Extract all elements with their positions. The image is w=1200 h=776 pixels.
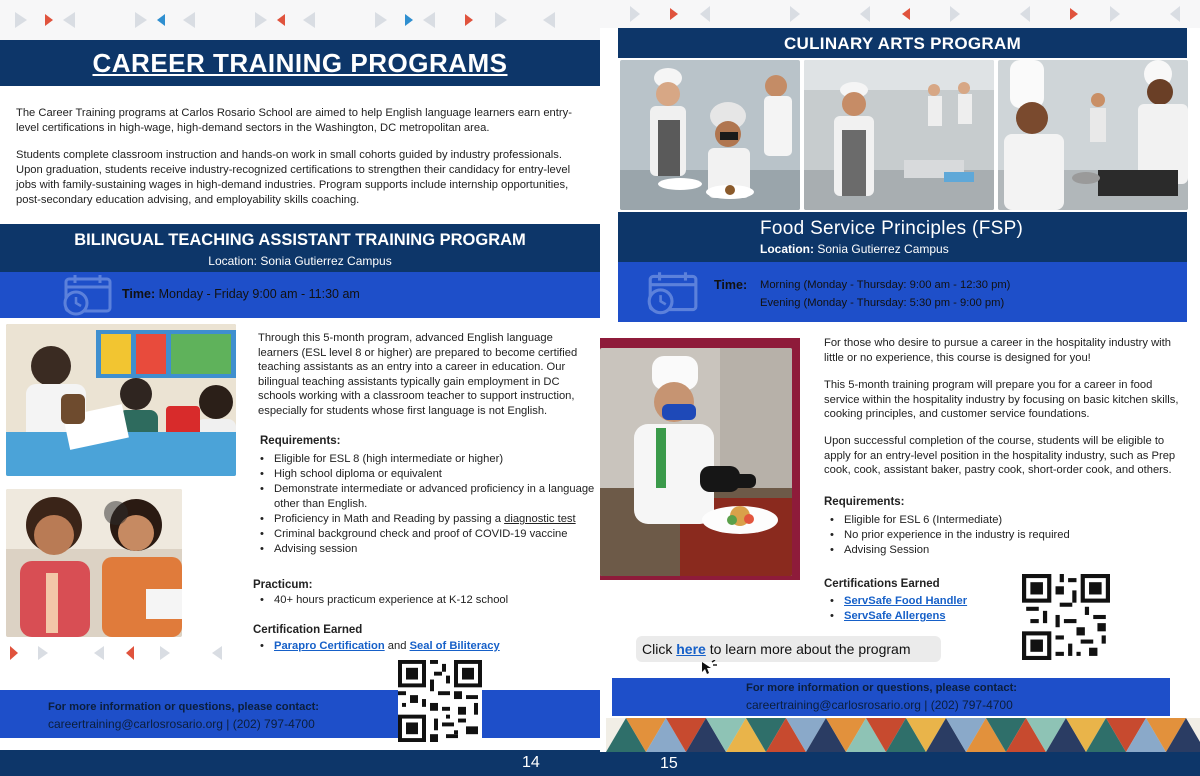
page-title-bar [618,28,1187,58]
contact-heading: For more information or questions, please contact: [48,701,320,713]
program-location: Location: Sonia Gutierrez Campus [208,254,392,268]
contact-value: careertraining@carlosrosario.org | (202) 797-4700 [48,717,315,731]
page-footer [0,750,600,776]
page-number: 14 [522,754,540,771]
learn-more-pill [636,636,941,662]
qr-code[interactable] [1022,574,1110,660]
program-title: Food Service Principles (FSP) [760,218,1024,239]
kitchen-photo-1 [620,60,800,210]
certification-list [254,639,599,654]
list-item: • Advising session [254,542,599,557]
classroom-photo-1 [6,324,236,476]
kitchen-photo-3 [998,60,1188,210]
program-header [618,212,1187,262]
time-evening: Evening (Monday - Thursday: 5:30 pm - 9:00 pm) [760,297,1005,309]
intro-paragraph-1: The Career Training programs at Carlos Rosario School are aimed to help English language learners earn entry-level certifications in high-wage, high-demand sectors in the Washington, DC metropolitan area. [16,107,572,135]
list-item [824,594,1024,609]
list-item: • Demonstrate intermediate or advanced proficiency in a language other than English. [254,482,599,512]
classroom-photo-2 [6,489,182,637]
program-description: Through this 5-month program, advanced English language learners (ESL level 8 or higher) are prepared to become certified teaching assistants as an entry into a career in education. Our bilingual teaching assistants typically gain employment in DC schools working with a classroom teacher to support instruction, especially for students whose first language is not English. [258,332,578,417]
contact-heading: For more information or questions, please contact: [746,682,1018,694]
calendar-clock-icon [60,273,114,322]
list-item: • High school diploma or equivalent [254,467,599,482]
page-footer [600,752,1200,776]
time-bar [618,262,1187,322]
list-item: • Criminal background check and proof of COVID-19 vaccine [254,527,599,542]
list-item: • Eligible for ESL 6 (Intermediate) [824,513,1184,528]
intro-paragraph-3: Upon successful completion of the course, students will be eligible to apply for an entry-level position in the hospitality industry, such as Prep cook, cook, assistant baker, pastry cook, short-order cook, and others. [824,435,1176,477]
list-item: • Eligible for ESL 8 (high intermediate or higher) [254,452,599,467]
location-label: Location: [760,242,814,256]
list-item [254,512,599,527]
time-value: Monday - Friday 9:00 am - 11:30 am [155,287,360,301]
servsafe-allergens-link[interactable]: ServSafe Allergens [844,610,946,622]
time-label: Time: [122,287,156,301]
parapro-certification-link[interactable]: Parapro Certification [274,640,385,652]
decorative-pattern-top [600,0,1200,28]
location-value: Sonia Gutierrez Campus [814,242,949,256]
page-15 [600,0,1200,776]
qr-code[interactable] [398,660,482,742]
time-morning: Morning (Monday - Thursday: 9:00 am - 12:30 pm) [760,279,1011,291]
list-item [254,639,599,654]
practicum-list [254,593,599,608]
page-number: 15 [660,755,678,772]
chef-photo [600,348,792,576]
intro-paragraph-2: This 5-month training program will prepare you for a career in food service within the hospitality industry by focusing on basic kitchen skills, cooking principles, and customer service foundations. [824,379,1179,421]
decorative-pattern-bottom [606,718,1200,752]
click-suffix: to learn more about the program [705,641,911,657]
certification-heading: Certifications Earned [824,578,940,590]
requirements-heading: Requirements: [824,496,905,508]
program-title: BILINGUAL TEACHING ASSISTANT TRAINING PROGRAM [74,231,526,249]
requirement-text: Proficiency in Math and Reading by passing a [274,513,505,525]
seal-of-biliteracy-link[interactable]: Seal of Biliteracy [409,640,500,652]
requirements-heading: Requirements: [260,435,341,447]
requirements-list [824,513,1184,558]
intro-paragraph-2: Students complete classroom instruction and hands-on work in small cohorts guided by industry professionals. Upon graduation, students receive industry-recognized certifications to strengthen their candidacy for entry-level jobs with family-sustaining wages in high-demand industries. Program supports include internship opportunities, post-secondary education advising, and employability skills coaching. [16,149,571,207]
certification-heading: Certification Earned [253,624,363,636]
practicum-heading: Practicum: [253,579,313,591]
learn-more-link[interactable]: here [676,641,706,657]
time-bar [0,272,600,318]
program-header [0,224,600,272]
requirements-list [254,452,599,557]
list-item [824,609,1024,624]
list-item: • No prior experience in the industry is required [824,528,1184,543]
decorative-pattern-top [0,0,600,40]
cert-and: and [384,640,410,652]
click-prefix: Click [642,641,677,657]
contact-bar [612,678,1170,716]
diagnostic-test-link[interactable]: diagnostic test [504,513,576,525]
contact-bar [0,690,600,738]
list-item: • 40+ hours practicum experience at K-12 school [254,593,599,608]
time-text [122,287,360,301]
page-title: CAREER TRAINING PROGRAMS [92,48,508,78]
calendar-clock-icon [644,268,700,323]
time-label: Time: [714,278,748,292]
page-title: CULINARY ARTS PROGRAM [783,34,1022,53]
kitchen-photo-2 [804,60,994,210]
contact-value: careertraining@carlosrosario.org | (202) 797-4700 [746,698,1013,712]
list-item: • Advising Session [824,543,1184,558]
page-title-bar [0,40,600,86]
decorative-pattern-bottom [0,638,246,668]
intro-paragraph-1: For those who desire to pursue a career in the hospitality industry with little or no experience, this course is designed for you! [824,337,1171,364]
certification-list [824,594,1024,624]
servsafe-food-handler-link[interactable]: ServSafe Food Handler [844,595,968,607]
program-location [760,242,949,256]
